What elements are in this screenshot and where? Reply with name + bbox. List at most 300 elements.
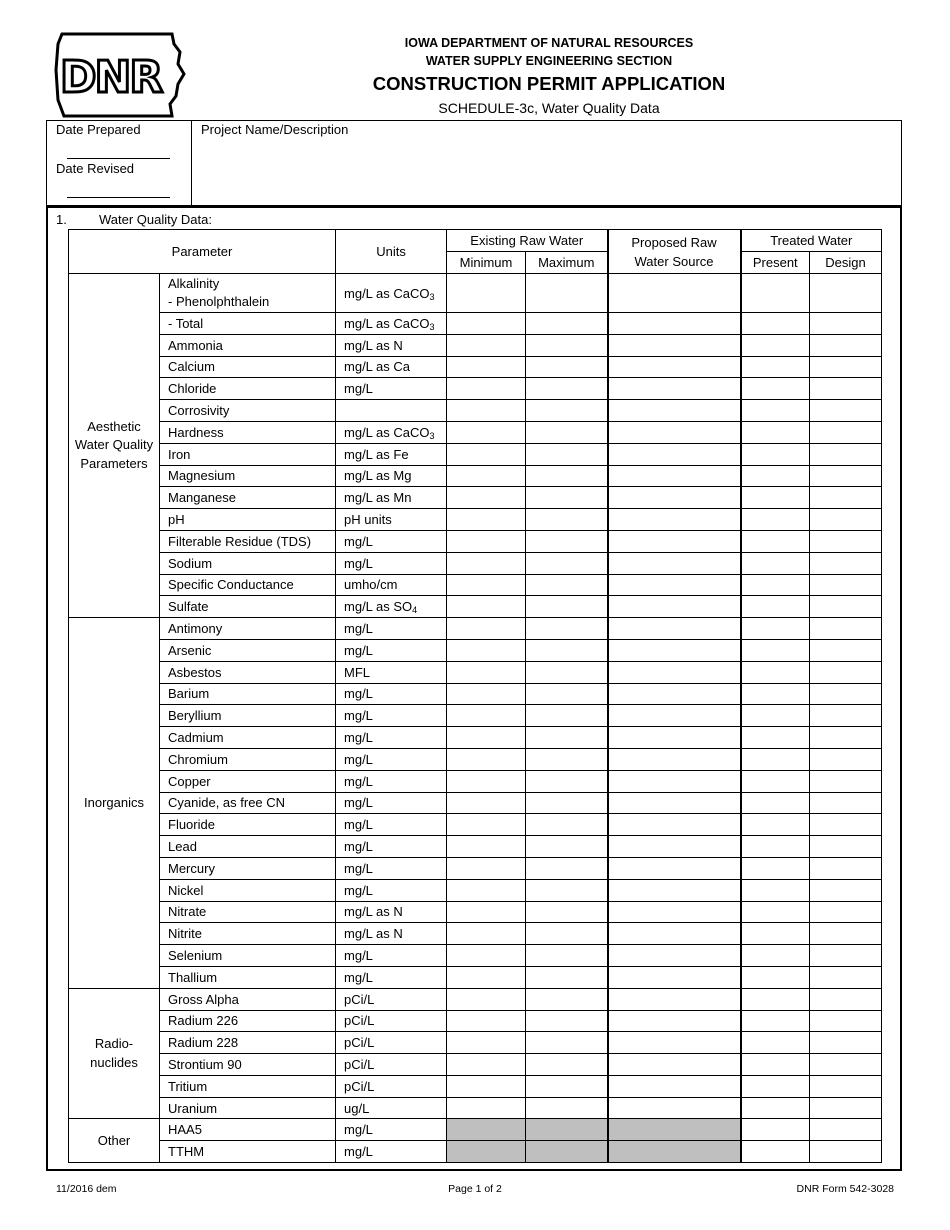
- proposed-input-cell[interactable]: [608, 857, 741, 879]
- units-cell: [336, 574, 447, 596]
- maximum-input-cell[interactable]: [526, 857, 608, 879]
- table-row: [69, 356, 882, 378]
- units-cell: [336, 274, 447, 313]
- table-row: [69, 639, 882, 661]
- form-subtitle: SCHEDULE-3c, Water Quality Data: [438, 100, 660, 116]
- maximum-input-cell[interactable]: [526, 945, 608, 967]
- proposed-input-cell[interactable]: [608, 618, 741, 640]
- table-row: [69, 313, 882, 335]
- maximum-input-cell[interactable]: [526, 748, 608, 770]
- present-input-cell[interactable]: [741, 966, 810, 988]
- parameter-cell: Cyanide, as free CN: [160, 792, 336, 814]
- present-input-cell[interactable]: [741, 945, 810, 967]
- unit-text: mg/L: [344, 621, 373, 637]
- maximum-input-cell[interactable]: [526, 552, 608, 574]
- svg-text:DNR: DNR: [60, 52, 162, 103]
- proposed-input-cell[interactable]: [608, 727, 741, 749]
- design-input-cell[interactable]: [810, 727, 882, 749]
- proposed-input-cell[interactable]: [608, 1054, 741, 1076]
- maximum-input-cell[interactable]: [526, 487, 608, 509]
- maximum-input-cell[interactable]: [526, 879, 608, 901]
- table-row: [69, 334, 882, 356]
- present-header: Present: [741, 252, 810, 274]
- design-input-cell[interactable]: [810, 1119, 882, 1141]
- design-input-cell[interactable]: [810, 574, 882, 596]
- minimum-input-cell[interactable]: [447, 923, 526, 945]
- present-input-cell[interactable]: [741, 814, 810, 836]
- table-row: [69, 1010, 882, 1032]
- maximum-input-cell[interactable]: [526, 683, 608, 705]
- present-input-cell[interactable]: [741, 836, 810, 858]
- design-input-cell[interactable]: [810, 705, 882, 727]
- maximum-input-cell[interactable]: [526, 814, 608, 836]
- unit-text: mg/L: [344, 1122, 373, 1138]
- units-cell: [336, 1141, 447, 1163]
- design-input-cell[interactable]: [810, 792, 882, 814]
- proposed-input-cell[interactable]: [608, 487, 741, 509]
- present-input-cell[interactable]: [741, 639, 810, 661]
- minimum-input-cell[interactable]: [447, 748, 526, 770]
- minimum-input-cell: [447, 1119, 526, 1141]
- minimum-input-cell[interactable]: [447, 618, 526, 640]
- proposed-input-cell[interactable]: [608, 334, 741, 356]
- minimum-input-cell[interactable]: [447, 1075, 526, 1097]
- proposed-input-cell[interactable]: [608, 1032, 741, 1054]
- proposed-input-cell[interactable]: [608, 443, 741, 465]
- parameter-cell: Tritium: [160, 1075, 336, 1097]
- design-input-cell[interactable]: [810, 748, 882, 770]
- present-input-cell[interactable]: [741, 1141, 810, 1163]
- minimum-input-cell[interactable]: [447, 378, 526, 400]
- present-input-cell[interactable]: [741, 727, 810, 749]
- minimum-input-cell[interactable]: [447, 683, 526, 705]
- present-input-cell[interactable]: [741, 683, 810, 705]
- minimum-input-cell[interactable]: [447, 1097, 526, 1119]
- unit-text: mg/L: [344, 642, 373, 658]
- present-input-cell[interactable]: [741, 1119, 810, 1141]
- unit-subscript: 4: [412, 605, 418, 616]
- design-input-cell[interactable]: [810, 421, 882, 443]
- design-input-cell[interactable]: [810, 1141, 882, 1163]
- minimum-input-cell[interactable]: [447, 770, 526, 792]
- minimum-input-cell[interactable]: [447, 574, 526, 596]
- units-cell: [336, 313, 447, 335]
- design-input-cell[interactable]: [810, 1010, 882, 1032]
- unit-text: mg/L: [344, 969, 373, 985]
- design-input-cell[interactable]: [810, 356, 882, 378]
- units-cell: [336, 465, 447, 487]
- minimum-input-cell[interactable]: [447, 334, 526, 356]
- design-input-cell[interactable]: [810, 400, 882, 422]
- footer-form-number: DNR Form 542-3028: [796, 1183, 894, 1195]
- units-cell: [336, 705, 447, 727]
- project-description-label: Project Name/Description: [201, 122, 349, 137]
- parameter-cell: Beryllium: [160, 705, 336, 727]
- design-input-cell[interactable]: [810, 923, 882, 945]
- maximum-input-cell[interactable]: [526, 378, 608, 400]
- proposed-input-cell[interactable]: [608, 1097, 741, 1119]
- present-input-cell[interactable]: [741, 792, 810, 814]
- date-revised-field[interactable]: [67, 197, 170, 198]
- maximum-input-cell[interactable]: [526, 400, 608, 422]
- table-row: [69, 901, 882, 923]
- present-input-cell[interactable]: [741, 1054, 810, 1076]
- maximum-input-cell[interactable]: [526, 1032, 608, 1054]
- units-cell: [336, 1075, 447, 1097]
- minimum-input-cell[interactable]: [447, 313, 526, 335]
- design-input-cell[interactable]: [810, 879, 882, 901]
- minimum-input-cell[interactable]: [447, 400, 526, 422]
- maximum-input-cell[interactable]: [526, 509, 608, 531]
- table-row: [69, 705, 882, 727]
- design-input-cell[interactable]: [810, 639, 882, 661]
- design-input-cell[interactable]: [810, 945, 882, 967]
- design-input-cell[interactable]: [810, 857, 882, 879]
- design-input-cell[interactable]: [810, 836, 882, 858]
- date-prepared-label: Date Prepared: [56, 122, 141, 137]
- proposed-input-cell[interactable]: [608, 530, 741, 552]
- proposed-input-cell[interactable]: [608, 378, 741, 400]
- unit-text: mg/L: [344, 533, 373, 549]
- proposed-input-cell[interactable]: [608, 356, 741, 378]
- minimum-input-cell[interactable]: [447, 836, 526, 858]
- table-row: [69, 530, 882, 552]
- proposed-input-cell[interactable]: [608, 552, 741, 574]
- maximum-header: Maximum: [526, 252, 608, 274]
- present-input-cell[interactable]: [741, 1075, 810, 1097]
- units-cell: [336, 618, 447, 640]
- design-input-cell[interactable]: [810, 552, 882, 574]
- water-quality-table: [68, 229, 882, 1163]
- proposed-input-cell[interactable]: [608, 770, 741, 792]
- treated-header: Treated Water: [741, 230, 882, 252]
- minimum-input-cell[interactable]: [447, 945, 526, 967]
- table-row: [69, 661, 882, 683]
- table-row: [69, 966, 882, 988]
- present-input-cell[interactable]: [741, 552, 810, 574]
- present-input-cell[interactable]: [741, 574, 810, 596]
- parameter-cell: Nitrite: [160, 923, 336, 945]
- minimum-input-cell: [447, 1141, 526, 1163]
- design-input-cell[interactable]: [810, 770, 882, 792]
- unit-text: mg/L: [344, 773, 373, 789]
- maximum-input-cell[interactable]: [526, 356, 608, 378]
- minimum-input-cell[interactable]: [447, 552, 526, 574]
- proposed-input-cell[interactable]: [608, 313, 741, 335]
- maximum-input-cell[interactable]: [526, 792, 608, 814]
- agency-name: IOWA DEPARTMENT OF NATURAL RESOURCES: [404, 36, 694, 50]
- minimum-input-cell[interactable]: [447, 966, 526, 988]
- minimum-input-cell[interactable]: [447, 596, 526, 618]
- parameter-subname: - Phenolphthalein: [168, 294, 270, 309]
- proposed-input-cell[interactable]: [608, 574, 741, 596]
- units-cell: [336, 639, 447, 661]
- present-input-cell[interactable]: [741, 879, 810, 901]
- design-input-cell[interactable]: [810, 596, 882, 618]
- present-input-cell[interactable]: [741, 1032, 810, 1054]
- table-row: [69, 1141, 882, 1163]
- present-input-cell[interactable]: [741, 923, 810, 945]
- maximum-input-cell[interactable]: [526, 274, 608, 313]
- design-input-cell[interactable]: [810, 487, 882, 509]
- present-input-cell[interactable]: [741, 770, 810, 792]
- present-input-cell[interactable]: [741, 748, 810, 770]
- parameter-cell: Filterable Residue (TDS): [160, 530, 336, 552]
- table-row: [69, 509, 882, 531]
- present-input-cell[interactable]: [741, 465, 810, 487]
- maximum-input-cell[interactable]: [526, 966, 608, 988]
- minimum-input-cell[interactable]: [447, 857, 526, 879]
- design-input-cell[interactable]: [810, 661, 882, 683]
- proposed-input-cell[interactable]: [608, 400, 741, 422]
- design-input-cell[interactable]: [810, 683, 882, 705]
- design-input-cell[interactable]: [810, 465, 882, 487]
- parameter-cell: Uranium: [160, 1097, 336, 1119]
- maximum-input-cell: [526, 1119, 608, 1141]
- unit-text: pCi/L: [344, 1056, 375, 1072]
- units-cell: [336, 727, 447, 749]
- units-cell: [336, 988, 447, 1010]
- design-input-cell[interactable]: [810, 530, 882, 552]
- design-input-cell[interactable]: [810, 378, 882, 400]
- table-row: [69, 814, 882, 836]
- minimum-input-cell[interactable]: [447, 421, 526, 443]
- parameter-cell: Nickel: [160, 879, 336, 901]
- present-input-cell[interactable]: [741, 705, 810, 727]
- units-cell: [336, 509, 447, 531]
- proposed-input-cell[interactable]: [608, 639, 741, 661]
- table-row: [69, 596, 882, 618]
- design-input-cell[interactable]: [810, 901, 882, 923]
- maximum-input-cell[interactable]: [526, 836, 608, 858]
- present-input-cell[interactable]: [741, 400, 810, 422]
- maximum-input-cell[interactable]: [526, 1010, 608, 1032]
- unit-text: mg/L: [344, 817, 373, 833]
- design-input-cell[interactable]: [810, 443, 882, 465]
- date-prepared-field[interactable]: [67, 158, 170, 159]
- parameter-cell: Magnesium: [160, 465, 336, 487]
- table-row: [69, 683, 882, 705]
- design-input-cell[interactable]: [810, 966, 882, 988]
- parameter-cell: Ammonia: [160, 334, 336, 356]
- table-row: [69, 487, 882, 509]
- form-title: CONSTRUCTION PERMIT APPLICATION: [372, 73, 726, 94]
- design-input-cell[interactable]: [810, 618, 882, 640]
- present-input-cell[interactable]: [741, 857, 810, 879]
- minimum-input-cell[interactable]: [447, 879, 526, 901]
- present-input-cell[interactable]: [741, 274, 810, 313]
- design-input-cell[interactable]: [810, 313, 882, 335]
- proposed-input-cell[interactable]: [608, 683, 741, 705]
- present-input-cell[interactable]: [741, 530, 810, 552]
- present-input-cell[interactable]: [741, 378, 810, 400]
- maximum-input-cell[interactable]: [526, 574, 608, 596]
- design-input-cell[interactable]: [810, 1032, 882, 1054]
- minimum-input-cell[interactable]: [447, 487, 526, 509]
- present-input-cell[interactable]: [741, 1010, 810, 1032]
- units-cell: [336, 770, 447, 792]
- proposed-input-cell[interactable]: [608, 814, 741, 836]
- unit-text: mg/L: [344, 686, 373, 702]
- table-row: [69, 465, 882, 487]
- units-cell: [336, 901, 447, 923]
- proposed-input-cell[interactable]: [608, 901, 741, 923]
- minimum-input-cell[interactable]: [447, 274, 526, 313]
- minimum-input-cell[interactable]: [447, 988, 526, 1010]
- units-cell: [336, 792, 447, 814]
- proposed-input-cell[interactable]: [608, 988, 741, 1010]
- units-cell: [336, 421, 447, 443]
- minimum-input-cell[interactable]: [447, 1010, 526, 1032]
- present-input-cell[interactable]: [741, 901, 810, 923]
- footer-date: 11/2016 dem: [56, 1183, 117, 1195]
- table-row: [69, 770, 882, 792]
- minimum-input-cell[interactable]: [447, 1032, 526, 1054]
- proposed-input-cell[interactable]: [608, 945, 741, 967]
- maximum-input-cell[interactable]: [526, 1075, 608, 1097]
- unit-text: mg/L: [344, 882, 373, 898]
- present-input-cell[interactable]: [741, 313, 810, 335]
- units-cell: [336, 356, 447, 378]
- maximum-input-cell[interactable]: [526, 618, 608, 640]
- minimum-input-cell[interactable]: [447, 901, 526, 923]
- proposed-input-cell[interactable]: [608, 748, 741, 770]
- minimum-input-cell[interactable]: [447, 639, 526, 661]
- unit-text: mg/L as CaCO: [344, 315, 430, 331]
- present-input-cell[interactable]: [741, 421, 810, 443]
- present-input-cell[interactable]: [741, 443, 810, 465]
- design-input-cell[interactable]: [810, 274, 882, 313]
- design-input-cell[interactable]: [810, 988, 882, 1010]
- table-row: [69, 857, 882, 879]
- units-cell: [336, 945, 447, 967]
- group-label: Inorganics: [69, 618, 160, 989]
- present-input-cell[interactable]: [741, 1097, 810, 1119]
- minimum-input-cell[interactable]: [447, 705, 526, 727]
- maximum-input-cell[interactable]: [526, 770, 608, 792]
- design-input-cell[interactable]: [810, 509, 882, 531]
- maximum-input-cell[interactable]: [526, 988, 608, 1010]
- dnr-logo: [52, 30, 187, 120]
- parameter-cell: Asbestos: [160, 661, 336, 683]
- parameter-cell: Nitrate: [160, 901, 336, 923]
- proposed-input-cell[interactable]: [608, 879, 741, 901]
- unit-text: mg/L as SO: [344, 599, 413, 615]
- minimum-input-cell[interactable]: [447, 530, 526, 552]
- table-row: [69, 1075, 882, 1097]
- maximum-input-cell[interactable]: [526, 530, 608, 552]
- design-input-cell[interactable]: [810, 334, 882, 356]
- units-cell: [336, 879, 447, 901]
- proposed-input-cell[interactable]: [608, 465, 741, 487]
- proposed-input-cell[interactable]: [608, 836, 741, 858]
- present-input-cell[interactable]: [741, 988, 810, 1010]
- section-name: WATER SUPPLY ENGINEERING SECTION: [425, 54, 673, 68]
- minimum-input-cell[interactable]: [447, 792, 526, 814]
- maximum-input-cell[interactable]: [526, 1097, 608, 1119]
- maximum-input-cell[interactable]: [526, 443, 608, 465]
- present-input-cell[interactable]: [741, 596, 810, 618]
- minimum-input-cell[interactable]: [447, 509, 526, 531]
- maximum-input-cell[interactable]: [526, 661, 608, 683]
- minimum-input-cell[interactable]: [447, 661, 526, 683]
- minimum-input-cell[interactable]: [447, 814, 526, 836]
- maximum-input-cell[interactable]: [526, 465, 608, 487]
- proposed-input-cell[interactable]: [608, 274, 741, 313]
- units-cell: [336, 661, 447, 683]
- maximum-input-cell[interactable]: [526, 421, 608, 443]
- unit-text: mg/L as CaCO: [344, 424, 430, 440]
- table-row: [69, 618, 882, 640]
- proposed-input-cell[interactable]: [608, 596, 741, 618]
- proposed-input-cell[interactable]: [608, 421, 741, 443]
- design-input-cell[interactable]: [810, 1054, 882, 1076]
- table-row: [69, 923, 882, 945]
- minimum-input-cell[interactable]: [447, 465, 526, 487]
- present-input-cell[interactable]: [741, 487, 810, 509]
- present-input-cell[interactable]: [741, 661, 810, 683]
- proposed-input-cell: [608, 1119, 741, 1141]
- maximum-input-cell[interactable]: [526, 705, 608, 727]
- unit-text: mg/L: [344, 730, 373, 746]
- minimum-input-cell[interactable]: [447, 1054, 526, 1076]
- present-input-cell[interactable]: [741, 334, 810, 356]
- proposed-input-cell[interactable]: [608, 1075, 741, 1097]
- date-revised-label: Date Revised: [56, 161, 135, 176]
- proposed-input-cell[interactable]: [608, 661, 741, 683]
- proposed-input-cell[interactable]: [608, 705, 741, 727]
- present-input-cell[interactable]: [741, 356, 810, 378]
- maximum-input-cell[interactable]: [526, 639, 608, 661]
- units-cell: [336, 1097, 447, 1119]
- proposed-input-cell[interactable]: [608, 923, 741, 945]
- minimum-input-cell[interactable]: [447, 443, 526, 465]
- maximum-input-cell[interactable]: [526, 334, 608, 356]
- maximum-input-cell[interactable]: [526, 313, 608, 335]
- unit-text: pCi/L: [344, 1035, 375, 1051]
- proposed-input-cell[interactable]: [608, 792, 741, 814]
- proposed-raw-header: Proposed Raw Water Source: [608, 230, 741, 274]
- present-input-cell[interactable]: [741, 509, 810, 531]
- parameter-cell: Sulfate: [160, 596, 336, 618]
- units-cell: [336, 596, 447, 618]
- design-input-cell[interactable]: [810, 1097, 882, 1119]
- minimum-input-cell[interactable]: [447, 356, 526, 378]
- units-cell: [336, 443, 447, 465]
- minimum-input-cell[interactable]: [447, 727, 526, 749]
- table-row: [69, 945, 882, 967]
- present-input-cell[interactable]: [741, 618, 810, 640]
- unit-subscript: 3: [429, 430, 435, 441]
- maximum-input-cell[interactable]: [526, 901, 608, 923]
- maximum-input-cell[interactable]: [526, 923, 608, 945]
- maximum-input-cell[interactable]: [526, 727, 608, 749]
- proposed-input-cell[interactable]: [608, 1010, 741, 1032]
- unit-text: mg/L as N: [344, 904, 403, 920]
- parameter-header: Parameter: [69, 230, 336, 274]
- units-cell: [336, 923, 447, 945]
- units-header: Units: [336, 230, 447, 274]
- proposed-input-cell[interactable]: [608, 966, 741, 988]
- design-input-cell[interactable]: [810, 814, 882, 836]
- parameter-cell: Arsenic: [160, 639, 336, 661]
- maximum-input-cell[interactable]: [526, 1054, 608, 1076]
- parameter-cell: Calcium: [160, 356, 336, 378]
- maximum-input-cell[interactable]: [526, 596, 608, 618]
- proposed-input-cell: [608, 1141, 741, 1163]
- proposed-input-cell[interactable]: [608, 509, 741, 531]
- design-input-cell[interactable]: [810, 1075, 882, 1097]
